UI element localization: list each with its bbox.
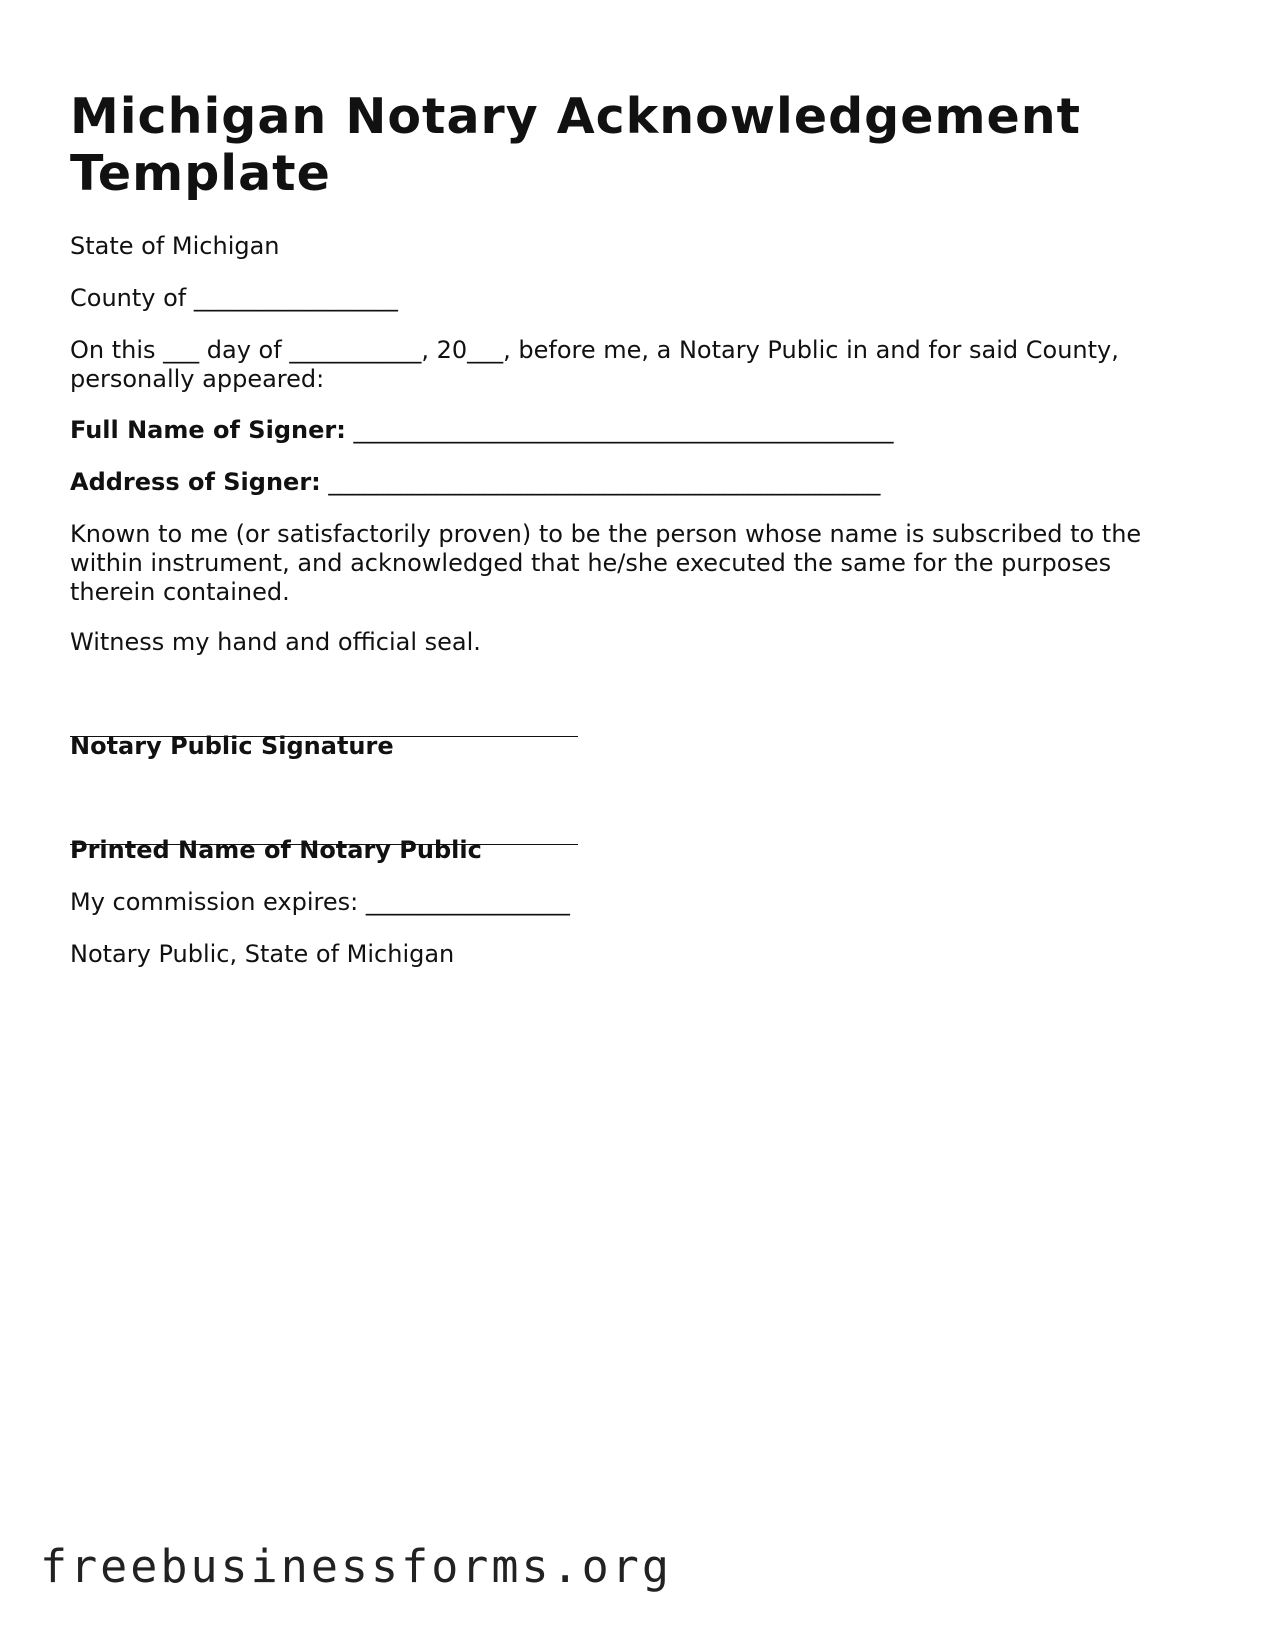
notary-state-line: Notary Public, State of Michigan — [70, 940, 455, 968]
signer-name-row — [70, 416, 893, 445]
known-paragraph: Known to me (or satisfactorily proven) to be the person whose name is subscribed to the within instrument, and acknowledged that he/she executed the same for the purposes therein contained. — [70, 520, 1142, 606]
appearance-paragraph: On this ___ day of ___________, 20___, before me, a Notary Public in and for said County, personally appeared: — [70, 336, 1119, 393]
signer-address-label: Address of Signer: — [70, 468, 321, 496]
printed-name-label: Printed Name of Notary Public — [70, 836, 482, 864]
signer-name-blank[interactable]: _____________________________________________ — [353, 416, 894, 444]
notary-signature-label: Notary Public Signature — [70, 732, 394, 760]
watermark-text: freebusinessforms.org — [40, 1540, 672, 1593]
signer-address-blank[interactable]: ______________________________________________ — [328, 468, 881, 496]
signer-address-row — [70, 468, 880, 497]
witness-line: Witness my hand and official seal. — [70, 628, 481, 656]
signer-name-label: Full Name of Signer: — [70, 416, 346, 444]
commission-line: My commission expires: _________________ — [70, 888, 570, 916]
state-line: State of Michigan — [70, 232, 280, 260]
document-title: Michigan Notary Acknowledgement Template — [70, 88, 1082, 202]
county-line: County of _________________ — [70, 284, 398, 312]
